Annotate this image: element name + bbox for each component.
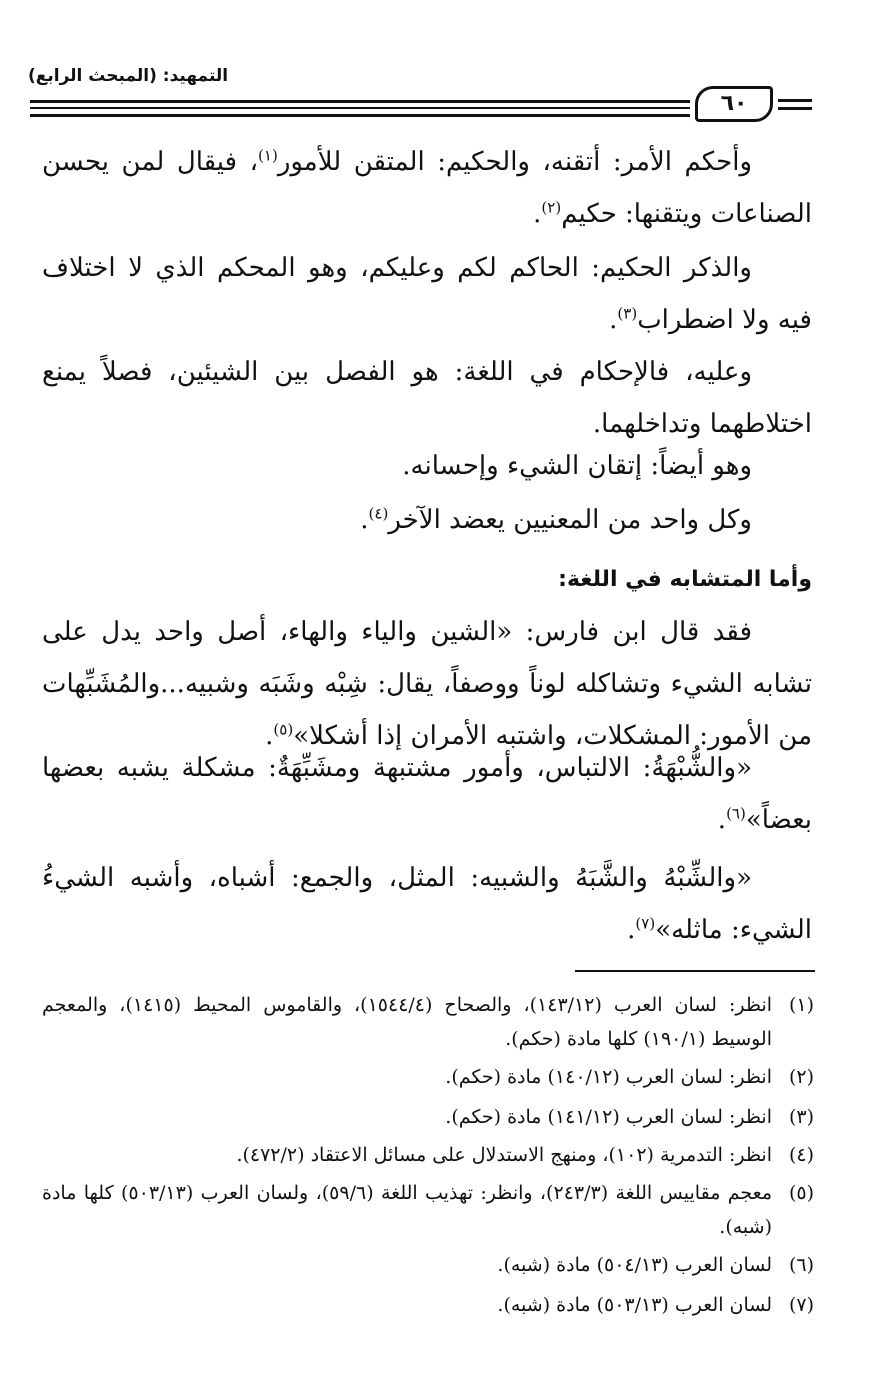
paragraph-1-text-c: . [533,199,542,229]
badge-dash-bottom [778,107,812,110]
footnote-text: انظر: لسان العرب (١٤٣/١٢)، والصحاح (١٥٤٤/٤)، والقاموس المحيط (١٤١٥)، والمعجم الوسيط (١٩٠/١) كلها مادة (حكم). [42,994,773,1050]
footnote-number: (٣) [788,1106,814,1128]
footnote-4 [42,1138,814,1172]
paragraph-7-text-a: «والشُّبْهَةُ: الالتباس، وأمور مشتبهة ومشَبِّهَةٌ: مشكلة يشبه بعضها بعضاً» [42,753,812,835]
page-number: ٦٠ [695,86,773,122]
paragraph-2 [42,242,812,346]
footnote-ref-6[interactable]: (٦) [726,804,746,823]
paragraph-7 [42,742,812,846]
paragraph-3: وعليه، فالإحكام في اللغة: هو الفصل بين الشيئين، فصلاً يمنع اختلاطهما وتداخلهما. [42,357,812,439]
footnote-number: (٧) [788,1294,814,1316]
footnote-ref-1[interactable]: (١) [258,146,278,165]
header-rule-bottom [30,114,690,117]
paragraph-4: وهو أيضاً: إتقان الشيء وإحسانه. [402,451,752,481]
header-rule-top [30,100,690,103]
footnote-number: (٤) [788,1144,814,1166]
footnote-ref-4[interactable]: (٤) [368,504,389,523]
paragraph-6 [42,606,812,762]
paragraph-8-text-a: «والشِّبْهُ والشَّبَهُ والشبيه: المثل، والجمع: أشباه، وأشبه الشيءُ الشيء: ماثله» [42,863,812,945]
footnote-number: (٥) [788,1182,814,1204]
footnote-number: (١) [788,994,814,1016]
header-rule-middle [30,107,690,109]
footnote-text: معجم مقاييس اللغة (٢٤٣/٣)، وانظر: تهذيب اللغة (٥٩/٦)، ولسان العرب (٥٠٣/١٣) كلها مادة (شبه). [42,1182,772,1238]
footnote-text: لسان العرب (٥٠٤/١٣) مادة (شبه). [497,1254,772,1276]
footnote-ref-5[interactable]: (٥) [273,720,294,739]
footnote-ref-7[interactable]: (٧) [635,914,656,933]
footnote-text: لسان العرب (٥٠٣/١٣) مادة (شبه). [497,1294,772,1316]
footnote-text: انظر: التدمرية (١٠٢)، ومنهج الاستدلال على مسائل الاعتقاد (٤٧٢/٢). [236,1144,772,1166]
paragraph-1 [42,136,812,240]
footnote-ref-3[interactable]: (٣) [617,304,638,323]
paragraph-8-text-b: . [627,915,636,945]
paragraph-1-text-b: ، فيقال لمن يحسن الصناعات ويتقنها: حكيم [42,147,812,229]
paragraph-2-text-b: . [609,305,618,335]
paragraph-5-text-b: . [360,505,369,535]
badge-dash-top [778,99,812,102]
footnote-1 [42,988,814,1056]
footnote-number: (٦) [788,1254,814,1276]
footnote-2 [42,1060,814,1094]
paragraph-5 [42,494,812,546]
paragraph-8 [42,852,812,956]
paragraph-7-text-b: . [717,805,727,835]
footnote-6 [42,1248,814,1282]
footnote-separator [575,970,815,972]
footnote-text: انظر: لسان العرب (١٤٠/١٢) مادة (حكم). [445,1066,772,1088]
paragraph-1-text-a: وأحكم الأمر: أتقنه، والحكيم: المتقن للأمور [277,147,752,177]
footnote-number: (٢) [788,1066,814,1088]
footnote-5 [42,1176,814,1244]
footnote-text: انظر: لسان العرب (١٤١/١٢) مادة (حكم). [445,1106,772,1128]
paragraph-6-text-b: . [265,721,274,751]
section-heading: وأما المتشابه في اللغة: [558,567,812,592]
footnote-7 [42,1288,814,1322]
running-header: التمهيد: (المبحث الرابع) [28,66,229,86]
paragraph-2-text-a: والذكر الحكيم: الحاكم لكم وعليكم، وهو المحكم الذي لا اختلاف فيه ولا اضطراب [42,253,812,335]
paragraph-5-text-a: وكل واحد من المعنيين يعضد الآخر [388,505,752,535]
footnote-ref-2[interactable]: (٢) [541,198,562,217]
paragraph-6-text-a: فقد قال ابن فارس: «الشين والياء والهاء، أصل واحد يدل على تشابه الشيء وتشاكله لوناً ووصفاً، يقال: شِبْه وشَبَه وشبيه...والمُشَبِّهات من الأمور: المشكلات، واشتبه الأمران إذا أشكلا» [42,617,812,751]
footnote-3 [42,1100,814,1134]
